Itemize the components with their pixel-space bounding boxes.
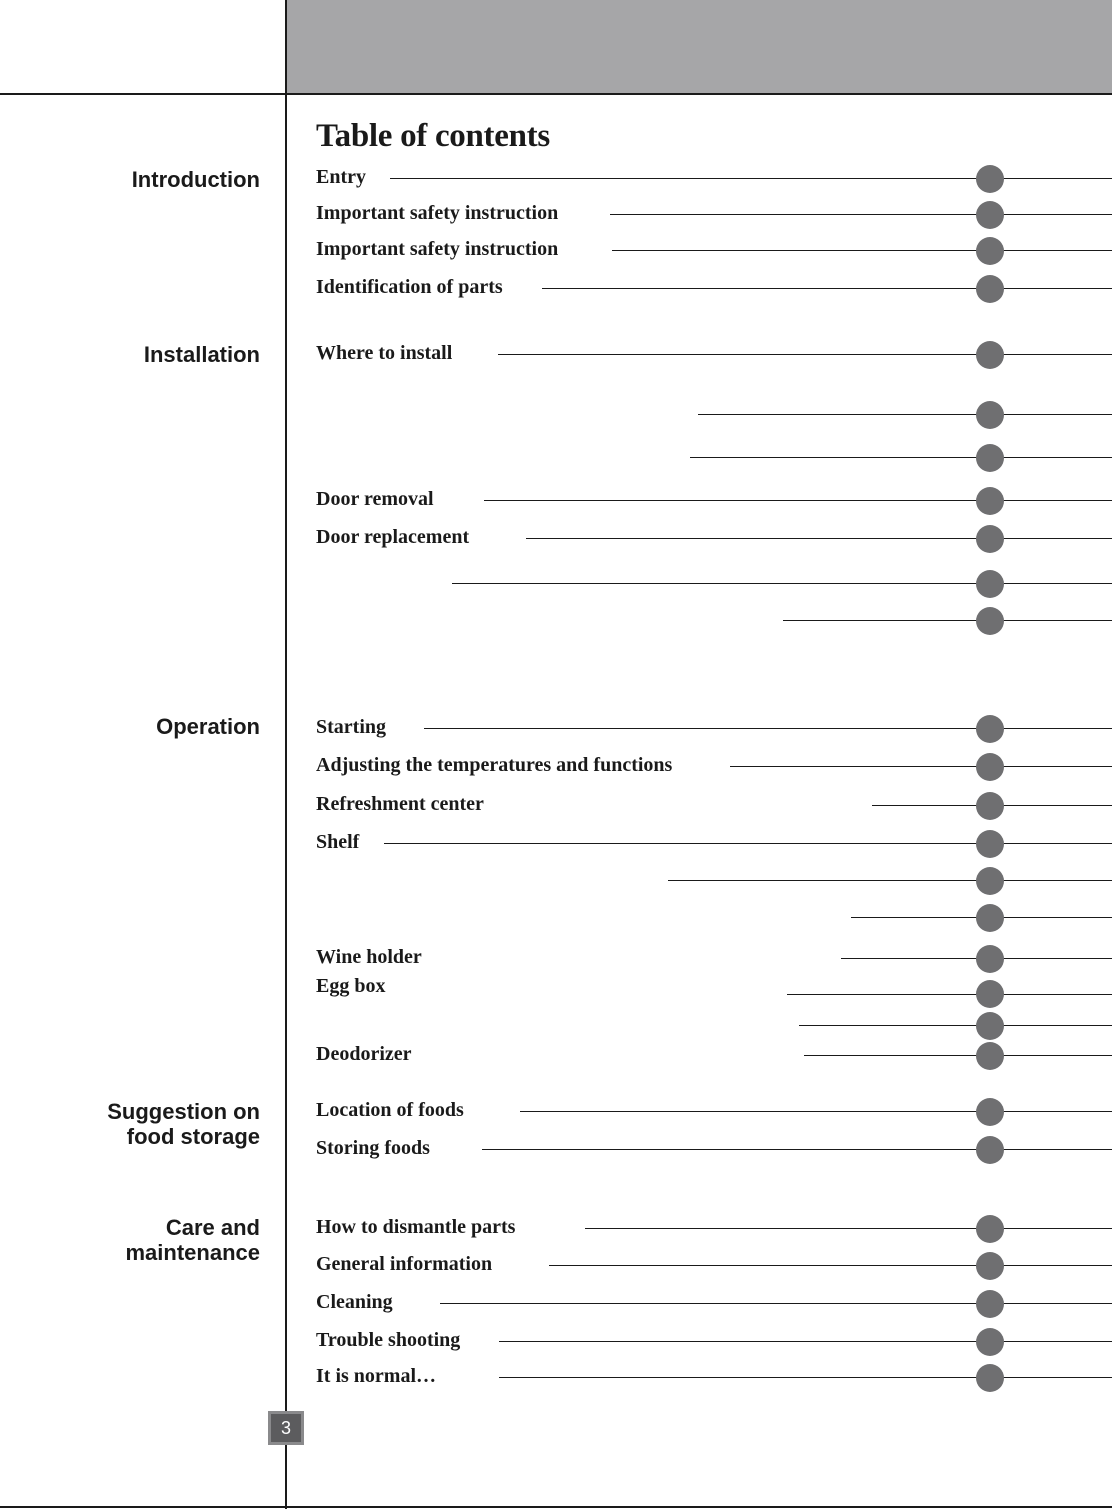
toc-entry[interactable] xyxy=(0,1097,1112,1127)
toc-entry-label: Identification of parts xyxy=(316,276,503,298)
toc-entry-label: Where to install xyxy=(316,342,453,364)
toc-entry-label: Egg box xyxy=(316,975,386,997)
page-marker-dot xyxy=(976,444,1004,472)
header-rule xyxy=(0,93,1112,95)
toc-entry[interactable] xyxy=(0,1251,1112,1281)
section-label: Operation xyxy=(156,714,260,739)
toc-entry[interactable] xyxy=(0,1041,1112,1071)
toc-entry[interactable] xyxy=(0,1289,1112,1319)
toc-entry-label: How to dismantle parts xyxy=(316,1216,516,1238)
page-marker-dot xyxy=(976,1098,1004,1126)
page-marker-dot xyxy=(976,341,1004,369)
section-label: Suggestion on xyxy=(107,1099,260,1124)
toc-entry[interactable] xyxy=(0,1135,1112,1165)
toc-leader-line xyxy=(440,1303,1112,1304)
toc-entry[interactable] xyxy=(0,569,1112,599)
toc-entry[interactable] xyxy=(0,340,1112,370)
toc-entry-label: Location of foods xyxy=(316,1099,464,1121)
page-marker-dot xyxy=(976,237,1004,265)
section-label: Care and xyxy=(165,1215,260,1240)
toc-entry[interactable] xyxy=(0,200,1112,230)
page-marker-dot xyxy=(976,165,1004,193)
toc-leader-line xyxy=(610,214,1112,215)
toc-entry-label: Refreshment center xyxy=(316,793,484,815)
toc-leader-line xyxy=(804,1055,1112,1056)
toc-entry[interactable] xyxy=(0,903,1112,933)
toc-leader-line xyxy=(499,1377,1112,1378)
toc-entry-label: Important safety instruction xyxy=(316,238,559,260)
page-marker-dot xyxy=(976,1290,1004,1318)
page-marker-dot xyxy=(976,904,1004,932)
section-label: food storage xyxy=(126,1124,260,1149)
page-title: Table of contents xyxy=(316,118,550,154)
page-marker-dot xyxy=(976,487,1004,515)
toc-leader-line xyxy=(498,354,1112,355)
page-marker-dot xyxy=(976,792,1004,820)
toc-leader-line xyxy=(424,728,1112,729)
toc-entry-label: Adjusting the temperatures and functions xyxy=(316,754,673,776)
page-marker-dot xyxy=(976,275,1004,303)
page-marker-dot xyxy=(976,1042,1004,1070)
section-label: Introduction xyxy=(131,167,260,192)
page-marker-dot xyxy=(976,1328,1004,1356)
toc-entry-label: It is normal… xyxy=(316,1365,436,1387)
toc-leader-line xyxy=(787,994,1112,995)
toc-leader-line xyxy=(690,457,1112,458)
toc-leader-line xyxy=(499,1341,1112,1342)
page-number: 3 xyxy=(268,1411,304,1445)
toc-entry-label: Storing foods xyxy=(316,1137,430,1159)
page-marker-dot xyxy=(976,607,1004,635)
page-marker-dot xyxy=(976,1215,1004,1243)
toc-entry[interactable] xyxy=(0,274,1112,304)
toc-leader-line xyxy=(484,500,1112,501)
toc-entry[interactable] xyxy=(0,975,1112,1008)
toc-entry[interactable] xyxy=(0,944,1112,974)
page-marker-dot xyxy=(976,1364,1004,1392)
toc-leader-line xyxy=(799,1025,1112,1026)
toc-entry-label: Starting xyxy=(316,716,386,738)
page-marker-dot xyxy=(976,401,1004,429)
toc-leader-line xyxy=(730,766,1112,767)
toc-leader-line xyxy=(668,880,1112,881)
toc-leader-line xyxy=(526,538,1112,539)
bottom-rule xyxy=(0,1506,1112,1508)
toc-leader-line xyxy=(452,583,1112,584)
toc-entry[interactable] xyxy=(0,1327,1112,1357)
toc-entry[interactable] xyxy=(0,791,1112,821)
toc-leader-line xyxy=(520,1111,1112,1112)
toc-entry[interactable] xyxy=(0,486,1112,516)
section-label: Installation xyxy=(143,342,260,367)
toc-entry-label: Important safety instruction xyxy=(316,202,559,224)
section-label: maintenance xyxy=(125,1240,260,1265)
toc-leader-line xyxy=(482,1149,1112,1150)
header-band xyxy=(286,0,1112,93)
toc-leader-line xyxy=(549,1265,1112,1266)
toc-entry[interactable] xyxy=(0,524,1112,554)
page-marker-dot xyxy=(976,1136,1004,1164)
page-marker-dot xyxy=(976,830,1004,858)
toc-entry-label: General information xyxy=(316,1253,493,1275)
toc-entry[interactable] xyxy=(0,164,1112,194)
toc-entry[interactable] xyxy=(0,752,1112,782)
toc-entry[interactable] xyxy=(0,1363,1112,1393)
page-marker-dot xyxy=(976,715,1004,743)
toc-leader-line xyxy=(542,288,1112,289)
page-marker-dot xyxy=(976,753,1004,781)
toc-entry-label: Wine holder xyxy=(316,946,422,968)
toc-entry-label: Trouble shooting xyxy=(316,1329,461,1351)
toc-entry-label: Door replacement xyxy=(316,526,470,548)
toc-entry[interactable] xyxy=(0,443,1112,473)
toc-entry-label: Cleaning xyxy=(316,1291,393,1313)
toc-entry-label: Deodorizer xyxy=(316,1043,412,1065)
page-marker-dot xyxy=(976,1252,1004,1280)
toc-leader-line xyxy=(585,1228,1112,1229)
toc-entry[interactable] xyxy=(0,1011,1112,1041)
toc-entry-label: Door removal xyxy=(316,488,434,510)
page-marker-dot xyxy=(976,867,1004,895)
toc-entry-label: Entry xyxy=(316,166,366,188)
toc-entry[interactable] xyxy=(0,714,1112,744)
toc-entry[interactable] xyxy=(0,400,1112,430)
toc-entry[interactable] xyxy=(0,606,1112,636)
toc-leader-line xyxy=(698,414,1112,415)
toc-leader-line xyxy=(612,250,1112,251)
toc-entry[interactable] xyxy=(0,1214,1112,1244)
page-marker-dot xyxy=(976,201,1004,229)
toc-entry-label: Shelf xyxy=(316,831,360,853)
page-marker-dot xyxy=(976,945,1004,973)
page-marker-dot xyxy=(976,525,1004,553)
page-marker-dot xyxy=(976,570,1004,598)
toc-entry[interactable] xyxy=(0,236,1112,266)
toc-entry[interactable] xyxy=(0,866,1112,896)
page-marker-dot xyxy=(976,980,1004,1008)
toc-entry[interactable] xyxy=(0,829,1112,859)
toc-leader-line xyxy=(783,620,1112,621)
page-marker-dot xyxy=(976,1012,1004,1040)
